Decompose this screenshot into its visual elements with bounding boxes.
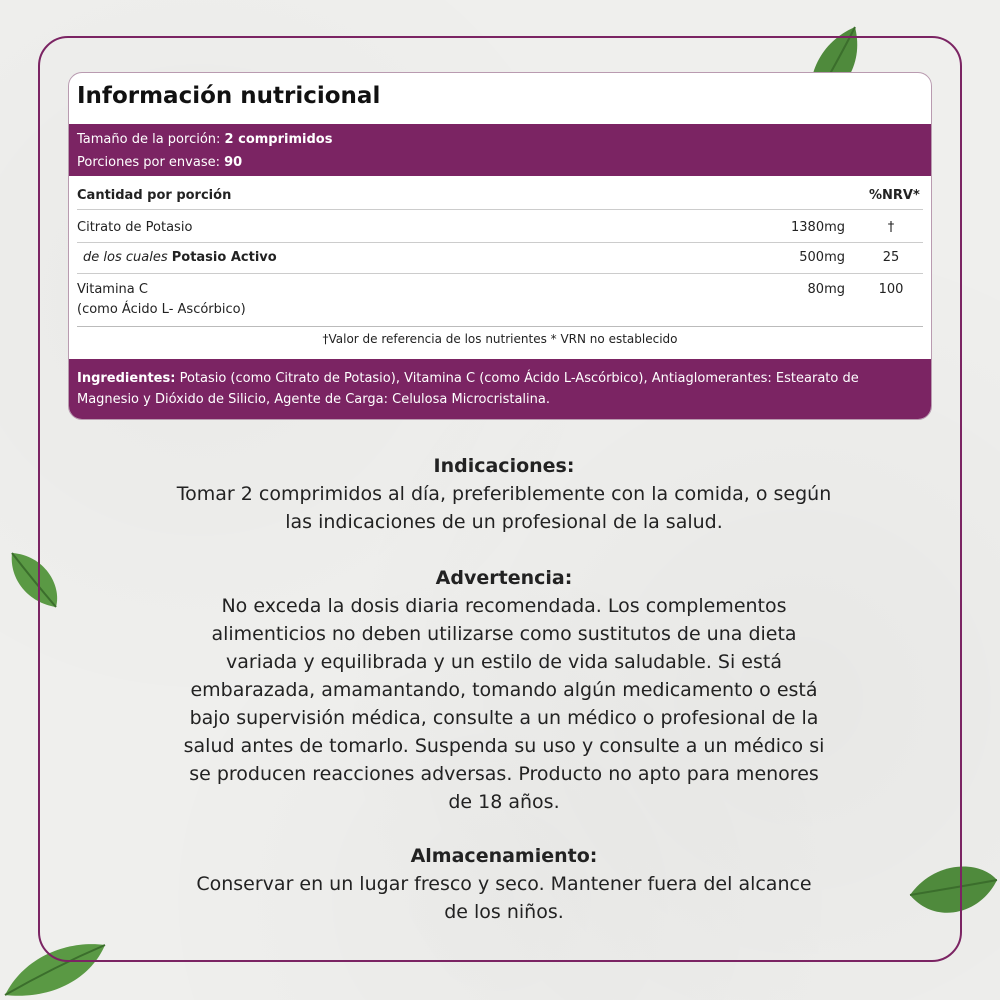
serving-size: [77, 132, 332, 147]
nutrient-name-line1: Vitamina C: [77, 282, 148, 297]
warning-heading: Advertencia:: [435, 567, 573, 589]
nutrient-nrv: 25: [882, 250, 900, 265]
warning-line: variada y equilibrada y un estilo de vida saludable. Si está: [226, 651, 782, 673]
nutrient-amount: 80mg: [807, 282, 845, 297]
serving-info: [69, 124, 931, 176]
nutrient-name-bold: Potasio Activo: [171, 250, 277, 265]
warning-line: No exceda la dosis diaria recomendada. Los complementos: [221, 595, 787, 617]
warning-line: de 18 años.: [448, 791, 560, 813]
nrv-footnote: †Valor de referencia de los nutrientes * VRN no establecido: [322, 332, 678, 346]
table-row: [77, 274, 923, 327]
nutrient-amount: 1380mg: [791, 220, 845, 235]
serving-size-label: Tamaño de la porción:: [77, 132, 225, 147]
storage-heading: Almacenamiento:: [410, 845, 598, 867]
nutrient-name: [83, 250, 277, 265]
nutrition-header-row: [77, 184, 923, 210]
table-row: [77, 243, 923, 274]
indications-section: [100, 452, 908, 536]
warning-line: se producen reacciones adversas. Producto no apto para menores: [189, 763, 819, 785]
ingredients-box: [69, 359, 931, 420]
serving-size-value: 2 comprimidos: [224, 132, 333, 147]
storage-section: [100, 842, 908, 926]
indications-line: las indicaciones de un profesional de la salud.: [285, 511, 723, 533]
servings-value: 90: [224, 155, 243, 170]
nutrition-title: Información nutricional: [77, 83, 381, 109]
nutrient-amount: 500mg: [799, 250, 845, 265]
warning-line: alimenticios no deben utilizarse como sustitutos de una dieta: [211, 623, 797, 645]
warning-line: embarazada, amamantando, tomando algún medicamento o está: [190, 679, 818, 701]
indications-heading: Indicaciones:: [433, 455, 575, 477]
ingredients-label: Ingredientes:: [77, 371, 176, 386]
nutrient-nrv: †: [887, 220, 895, 235]
nutrient-prefix: de los cuales: [83, 250, 172, 265]
table-row: [77, 213, 923, 243]
storage-line: Conservar en un lugar fresco y seco. Mantener fuera del alcance: [196, 873, 812, 895]
amount-header: Cantidad por porción: [77, 188, 232, 203]
servings-per-container: [77, 155, 242, 170]
ingredients-text: Potasio (como Citrato de Potasio), Vitamina C (como Ácido L-Ascórbico), Antiaglomerantes: Estearato de Magnesio y Dióxido de Silicio, Agente de Carga: Celulosa Microcristalina.: [77, 371, 859, 407]
nutrient-name: [77, 280, 246, 320]
warning-line: bajo supervisión médica, consulte a un médico o profesional de la: [189, 707, 819, 729]
warning-line: salud antes de tomarlo. Suspenda su uso y consulte a un médico si: [183, 735, 825, 757]
indications-line: Tomar 2 comprimidos al día, preferiblemente con la comida, o según: [176, 483, 832, 505]
nutrient-nrv: 100: [878, 282, 904, 297]
nutrient-name-line2: (como Ácido L- Ascórbico): [77, 302, 246, 317]
storage-line: de los niños.: [444, 901, 564, 923]
nutrient-name: Citrato de Potasio: [77, 220, 193, 235]
nrv-header: %NRV*: [869, 188, 920, 203]
warning-section: [100, 564, 908, 816]
nutrition-panel: [68, 72, 932, 420]
servings-label: Porciones por envase:: [77, 155, 225, 170]
